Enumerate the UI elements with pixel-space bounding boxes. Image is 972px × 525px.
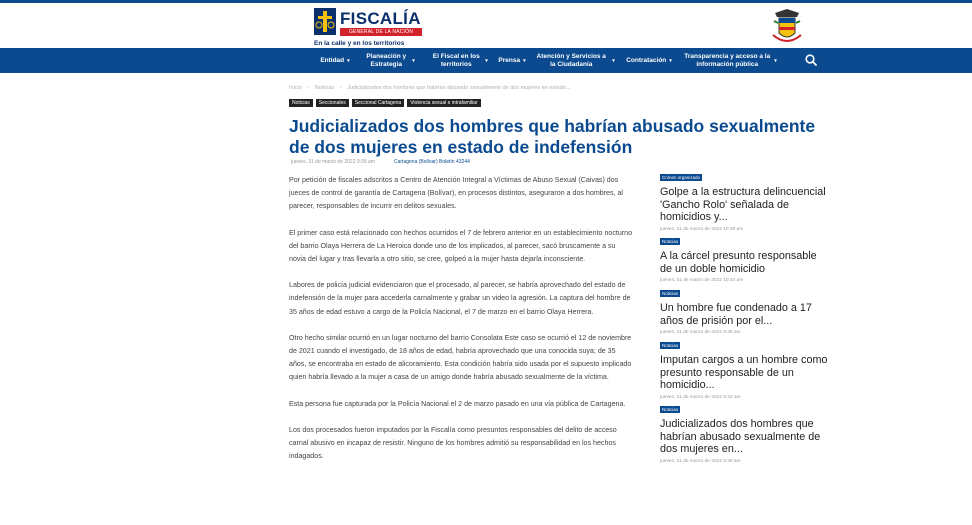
- category-badge[interactable]: Noticias: [662, 291, 679, 296]
- nav-item-label: Planeación y Estrategia: [366, 52, 407, 68]
- article-paragraph: Labores de policía judicial evidenciaron que el procesado, al parecer, se habría aprovechado del estado de indefensión de la mujer para accederla carnalmente y grabar un video la agresión. La captura del hombre de 35 años de edad estuvo a cargo de la Policía Nacional, el 7 de marzo en el barrio Olaya Herrera.: [289, 281, 631, 316]
- related-news-item[interactable]: [660, 166, 830, 232]
- nav-item-label: Entidad: [320, 56, 345, 64]
- search-icon[interactable]: [804, 53, 818, 67]
- nav-item-label: Transparencia y acceso a la información pública: [684, 52, 771, 68]
- related-news-date: jueves, 31 de marzo de 2022 10:39 am: [660, 226, 744, 232]
- breadcrumb-current: Judicializados dos hombres que habrían abusado sexualmente de dos mujeres en estado...: [347, 85, 571, 91]
- article-tags: [289, 99, 481, 107]
- article-body: [289, 174, 634, 476]
- breadcrumb-noticias[interactable]: Noticias: [314, 85, 335, 91]
- caret-down-icon: ▾: [669, 57, 672, 64]
- article-paragraph: Por petición de fiscales adscritos a Centro de Atención Integral a Víctimas de Abuso Sexual (Caivas) dos jueces de control de garantía de Cartagena (Bolívar), en procesos distintos, aseguraron a dos hombres, al parecer, responsables de incurrir en delitos sexuales.: [289, 176, 623, 211]
- related-news-title[interactable]: Un hombre fue condenado a 17 años de prisión por el...: [660, 302, 812, 327]
- colombia-coat-of-arms-icon: [771, 9, 803, 47]
- breadcrumb-separator: ›: [307, 85, 310, 91]
- related-news-item[interactable]: [660, 230, 830, 283]
- related-news-item[interactable]: [660, 334, 830, 400]
- related-news-title[interactable]: A la cárcel presunto responsable de un doble homicidio: [660, 250, 817, 275]
- nav-item-prensa[interactable]: [494, 48, 530, 73]
- tag-noticias[interactable]: Noticias: [289, 99, 313, 107]
- fiscalia-logo[interactable]: [314, 8, 444, 48]
- caret-down-icon: ▾: [412, 57, 415, 64]
- article-date: jueves, 31 de marzo de 2022 9:39 am: [291, 159, 375, 165]
- category-badge[interactable]: Crimen organizado: [662, 175, 701, 180]
- caret-down-icon: ▾: [612, 57, 615, 64]
- breadcrumb-separator: ›: [339, 85, 342, 91]
- nav-item-label: Contratación: [626, 56, 667, 64]
- category-badge[interactable]: Noticias: [662, 343, 679, 348]
- site-header: [0, 3, 972, 48]
- main-navigation: [0, 48, 972, 73]
- related-news-date: jueves, 31 de marzo de 2022 9:43 am: [660, 394, 741, 400]
- tag-seccionales[interactable]: Seccionales: [316, 99, 349, 107]
- nav-item-planeacion[interactable]: [360, 48, 418, 73]
- logo-subtitle: GENERAL DE LA NACIÓN: [340, 28, 422, 36]
- category-badge[interactable]: Noticias: [662, 407, 679, 412]
- category-badge[interactable]: Noticias: [662, 239, 679, 244]
- nav-item-label: El Fiscal en los territorios: [432, 52, 480, 68]
- related-news-title[interactable]: Judicializados dos hombres que habrían abusado sexualmente de dos mujeres en...: [660, 418, 821, 455]
- caret-down-icon: ▾: [523, 57, 526, 64]
- nav-item-fiscal-territorios[interactable]: [425, 48, 493, 73]
- logo-tagline: En la calle y en los territorios: [314, 40, 405, 47]
- related-news-title[interactable]: Imputan cargos a un hombre como presunto responsable de un homicidio...: [660, 354, 828, 391]
- article-title: Judicializados dos hombres que habrían abusado sexualmente de dos mujeres en estado de indefensión: [289, 116, 816, 157]
- caret-down-icon: ▾: [774, 57, 777, 64]
- logo-name: FISCALÍA: [340, 9, 421, 28]
- related-news-date: jueves, 31 de marzo de 2022 10:34 am: [660, 278, 744, 283]
- breadcrumb-home[interactable]: Inicio: [289, 85, 302, 91]
- nav-item-entidad[interactable]: [315, 48, 355, 73]
- nav-item-contratacion[interactable]: [620, 48, 678, 73]
- nav-item-label: Prensa: [498, 56, 521, 64]
- tag-violencia-sexual[interactable]: Violencia sexual e intrafamiliar: [407, 99, 480, 107]
- nav-item-atencion[interactable]: [532, 48, 616, 73]
- related-news-date: jueves, 31 de marzo de 2022 9:49 am: [660, 330, 741, 335]
- caret-down-icon: ▾: [485, 57, 488, 64]
- article-paragraph: Otro hecho similar ocurrió en un lugar nocturno del barrio Consolata Este caso se ocurrió el 12 de noviembre de 2021 cuando el investigado, de 18 años de edad, habría aprovechado que una conocida suya; de 35 años, se encontraba en estado de alicoramiento. Esta condición habría sido usada por el supuesto implicado quien habría llevado a la mujer a casa de un amigo donde habría abusado sexualmente de la víctima.: [289, 333, 632, 382]
- breadcrumb: [289, 85, 574, 91]
- nav-item-label: Atención y Servicios a la Ciudadanía: [536, 52, 606, 68]
- related-news-item[interactable]: [660, 398, 830, 464]
- article-paragraph: Esta persona fue capturada por la Policía Nacional el 2 de marzo pasado en una vía pública de Cartagena.: [289, 399, 626, 408]
- article-paragraph: El primer caso está relacionado con hechos ocurridos el 7 de febrero anterior en un establecimiento nocturno del barrio Olaya Herrera de La Heroica donde uno de los implicados, al parecer, sacó bruscamente a su novia del lugar y tras llevarla a otro sitio, se cree, golpeó a la mujer hasta dejarla inconsciente.: [289, 228, 633, 264]
- article-source-link[interactable]: Cartagena (Bolívar) Boletín 43244: [394, 159, 470, 165]
- related-news-item[interactable]: [660, 282, 830, 335]
- related-news-title[interactable]: Golpe a la estructura delincuencial 'Gancho Rolo' señalada de homicidios y...: [660, 186, 826, 223]
- caret-down-icon: ▾: [347, 57, 350, 64]
- article-paragraph: Los dos procesados fueron imputados por la Fiscalía como presuntos responsables del delito de acceso carnal abusivo en incapaz de resistir. Ninguno de los hombres admitió su responsabilidad en los hechos indagados.: [289, 425, 617, 461]
- nav-item-transparencia[interactable]: [682, 48, 778, 73]
- related-news-date: jueves, 31 de marzo de 2022 9:39 am: [660, 458, 741, 464]
- tag-seccional-cartagena[interactable]: Seccional Cartagena: [352, 99, 404, 107]
- fiscalia-emblem-icon: [314, 8, 336, 35]
